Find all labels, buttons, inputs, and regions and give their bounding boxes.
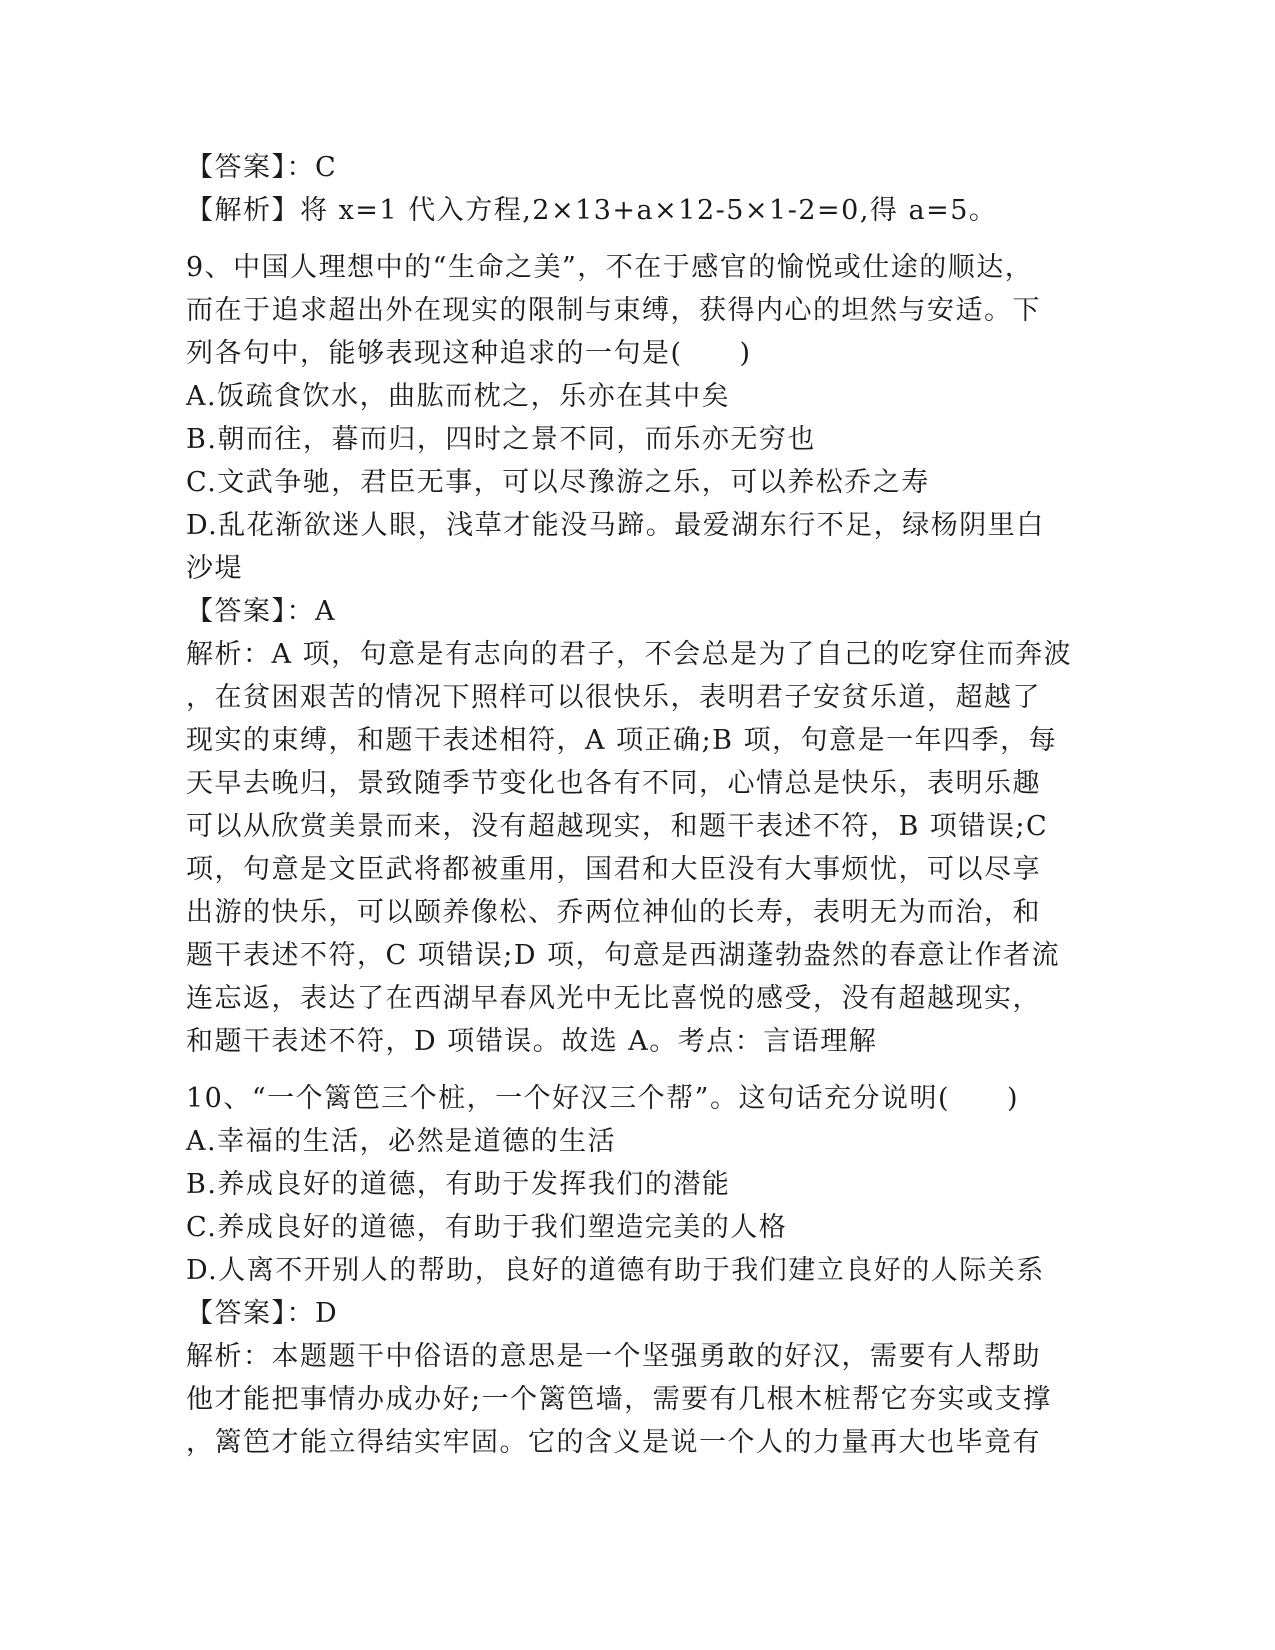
analysis-line: 解析：本题题干中俗语的意思是一个坚强勇敢的好汉，需要有人帮助 xyxy=(186,1341,1041,1372)
analysis-line: 天早去晚归，景致随季节变化也各有不同，心情总是快乐，表明乐趣 xyxy=(186,768,1041,799)
question-10 xyxy=(186,1077,1086,1464)
page-content xyxy=(186,146,1086,1464)
analysis-line: 现实的束缚，和题干表述相符，A 项正确;B 项，句意是一年四季，每 xyxy=(186,725,1058,756)
analysis-line: 连忘返，表达了在西湖早春风光中无比喜悦的感受，没有超越现实， xyxy=(186,983,1041,1014)
analysis-line: ，在贫困艰苦的情况下照样可以很快乐，表明君子安贫乐道，超越了 xyxy=(186,682,1041,713)
analysis-line: 可以从欣赏美景而来，没有超越现实，和题干表述不符，B 项错误;C xyxy=(186,811,1049,842)
analysis-line: 项，句意是文臣武将都被重用，国君和大臣没有大事烦忧，可以尽享 xyxy=(186,854,1041,885)
option-a: A.幸福的生活，必然是道德的生活 xyxy=(186,1126,617,1157)
analysis-line: 他才能把事情办成办好;一个篱笆墙，需要有几根木桩帮它夯实或支撑 xyxy=(186,1384,1052,1415)
question-stem-line: 而在于追求超出外在现实的限制与束缚，获得内心的坦然与安适。下 xyxy=(186,295,1041,326)
spacer xyxy=(186,1063,1086,1077)
analysis-line: ，篱笆才能立得结实牢固。它的含义是说一个人的力量再大也毕竟有 xyxy=(186,1427,1041,1458)
answer-line: 【答案】：A xyxy=(186,596,336,627)
question-stem-line: 9、中国人理想中的“生命之美”，不在于感官的愉悦或仕途的顺达， xyxy=(186,252,1034,283)
option-a: A.饭疏食饮水，曲肱而枕之，乐亦在其中矣 xyxy=(186,381,731,412)
option-d-continued: 沙堤 xyxy=(186,553,243,584)
question-stem-line: 列各句中，能够表现这种追求的一句是( ) xyxy=(186,338,752,369)
option-d: D.人离不开别人的帮助，良好的道德有助于我们建立良好的人际关系 xyxy=(186,1255,1045,1286)
option-d: D.乱花渐欲迷人眼，浅草才能没马蹄。最爱湖东行不足，绿杨阴里白 xyxy=(186,510,1045,541)
analysis-line: 【解析】将 x=1 代入方程,2×13+a×12-5×1-2=0,得 a=5。 xyxy=(186,195,998,226)
option-c: C.养成良好的道德，有助于我们塑造完美的人格 xyxy=(186,1212,788,1243)
option-c: C.文武争驰，君臣无事，可以尽豫游之乐，可以养松乔之寿 xyxy=(186,467,930,498)
analysis-line: 出游的快乐，可以颐养像松、乔两位神仙的长寿，表明无为而治，和 xyxy=(186,897,1041,928)
answer-line: 【答案】：C xyxy=(186,152,338,183)
option-b: B.朝而往，暮而归，四时之景不同，而乐亦无穷也 xyxy=(186,424,816,455)
previous-question-tail xyxy=(186,146,1086,232)
option-b: B.养成良好的道德，有助于发挥我们的潜能 xyxy=(186,1169,731,1200)
spacer xyxy=(186,232,1086,246)
question-9 xyxy=(186,246,1086,1063)
question-stem-line: 10、“一个篱笆三个桩，一个好汉三个帮”。这句话充分说明( ) xyxy=(186,1083,1020,1114)
analysis-line: 题干表述不符，C 项错误;D 项，句意是西湖蓬勃盎然的春意让作者流 xyxy=(186,940,1061,971)
analysis-line: 解析：A 项，句意是有志向的君子，不会总是为了自己的吃穿住而奔波 xyxy=(186,639,1073,670)
analysis-line: 和题干表述不符，D 项错误。故选 A。考点：言语理解 xyxy=(186,1026,878,1057)
answer-line: 【答案】：D xyxy=(186,1298,339,1329)
